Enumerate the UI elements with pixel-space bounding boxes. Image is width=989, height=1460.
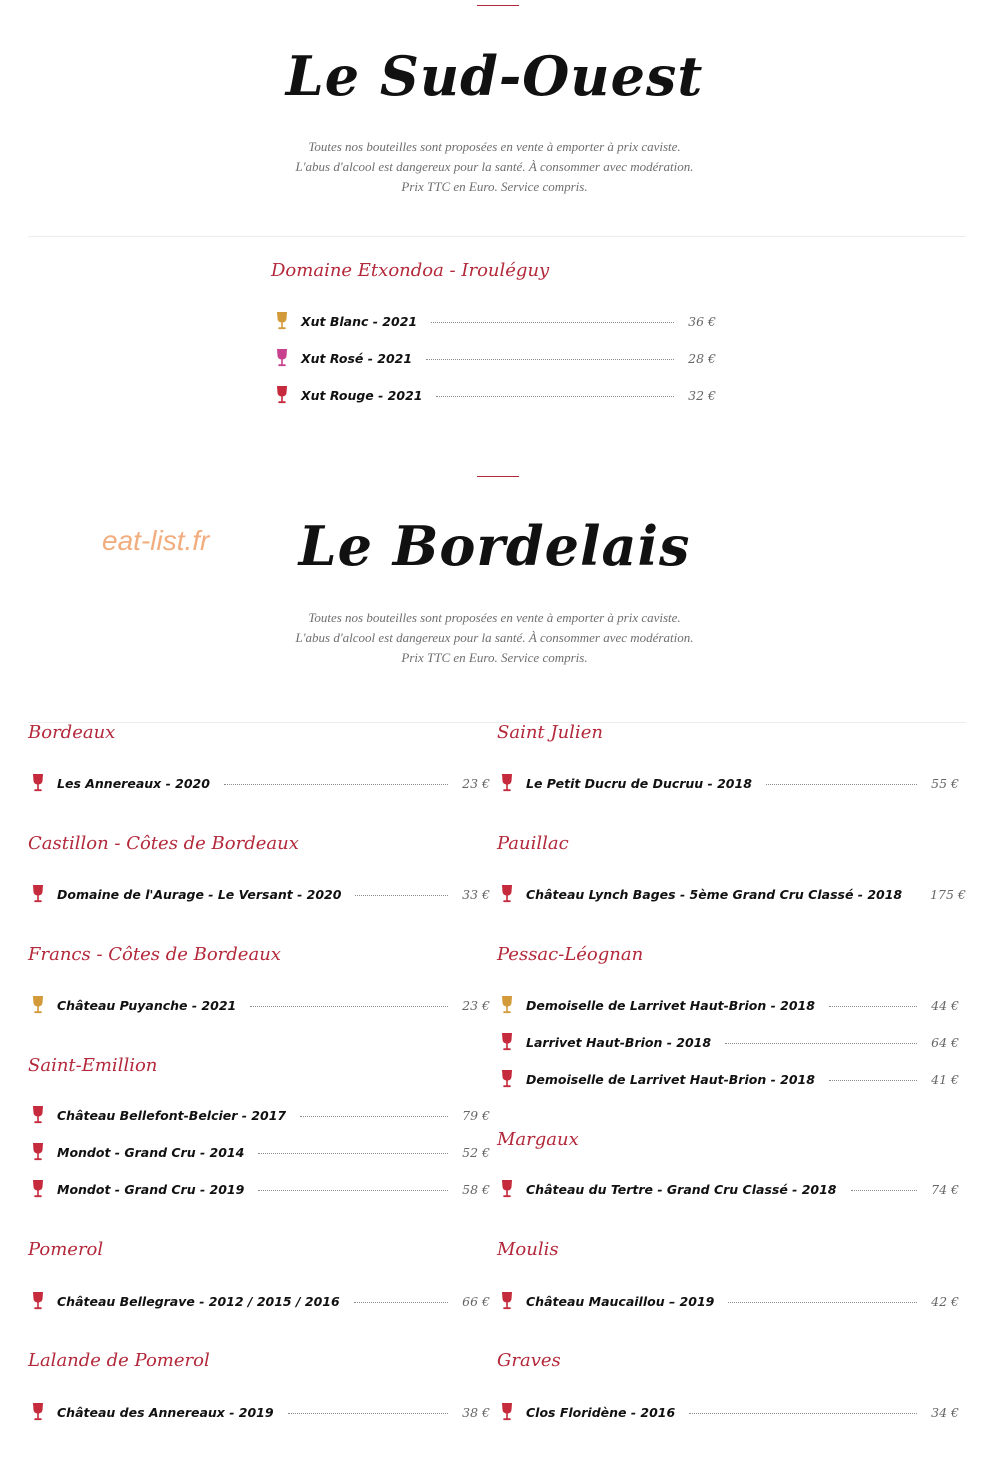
category-title: Saint-Emillion [28, 1055, 158, 1076]
item-name: Mondot - Grand Cru - 2014 [57, 1144, 245, 1160]
dot-leader [354, 1302, 448, 1303]
category-title: Moulis [497, 1239, 559, 1260]
dot-leader [829, 1006, 917, 1007]
dot-leader [258, 1153, 448, 1154]
item-name: Xut Blanc - 2021 [301, 313, 418, 329]
red-wine-glass-icon [500, 1179, 514, 1199]
item-name: Château du Tertre - Grand Cru Classé - 2018 [526, 1181, 837, 1197]
dot-leader [436, 396, 674, 397]
red-wine-glass-icon [500, 1032, 514, 1052]
item-price: 36 € [688, 313, 716, 329]
menu-item [500, 994, 959, 1016]
category-title: Pessac-Léognan [497, 944, 644, 965]
section-divider [477, 476, 519, 477]
section-divider [477, 5, 519, 6]
item-name: Château Puyanche - 2021 [57, 997, 237, 1013]
item-price: 42 € [931, 1293, 959, 1309]
menu-item [31, 772, 490, 794]
white-wine-glass-icon [275, 311, 289, 331]
category-title: Francs - Côtes de Bordeaux [28, 944, 281, 965]
item-price: 33 € [462, 886, 490, 902]
menu-item [275, 310, 716, 332]
red-wine-glass-icon [500, 884, 514, 904]
item-name: Domaine de l'Aurage - Le Versant - 2020 [57, 886, 342, 902]
item-name: Clos Floridène - 2016 [526, 1404, 676, 1420]
category-title: Saint Julien [497, 722, 603, 743]
red-wine-glass-icon [31, 1291, 45, 1311]
menu-item [275, 347, 716, 369]
note-line: L'abus d'alcool est dangereux pour la santé. À consommer avec modération. [295, 630, 694, 645]
menu-item [500, 1068, 959, 1090]
section-title-sud-ouest: Le Sud-Ouest [285, 44, 704, 108]
white-wine-glass-icon [500, 995, 514, 1015]
category-title: Graves [497, 1350, 561, 1371]
dot-leader [250, 1006, 448, 1007]
section-separator [28, 236, 966, 237]
category-title: Bordeaux [28, 722, 116, 743]
note-line: Prix TTC en Euro. Service compris. [401, 650, 588, 665]
item-price: 55 € [931, 775, 959, 791]
item-price: 23 € [462, 775, 490, 791]
dot-leader [224, 784, 448, 785]
menu-item [275, 384, 716, 406]
dot-leader [288, 1413, 449, 1414]
menu-item [500, 1401, 959, 1423]
item-name: Demoiselle de Larrivet Haut-Brion - 2018 [526, 997, 815, 1013]
section-title-bordelais: Le Bordelais [298, 514, 691, 578]
item-price: 175 € [930, 886, 966, 902]
note-line: Toutes nos bouteilles sont proposées en vente à emporter à prix caviste. [308, 610, 681, 625]
item-price: 64 € [931, 1034, 959, 1050]
dot-leader [431, 322, 674, 323]
menu-item [31, 1104, 490, 1126]
red-wine-glass-icon [275, 385, 289, 405]
item-price: 52 € [462, 1144, 490, 1160]
watermark: eat-list.fr [102, 525, 210, 556]
menu-item [500, 1031, 959, 1053]
category-title: Pauillac [497, 833, 569, 854]
category-title: Castillon - Côtes de Bordeaux [28, 833, 299, 854]
item-price: 79 € [462, 1107, 490, 1123]
menu-item [31, 1401, 490, 1423]
item-name: Xut Rosé - 2021 [301, 350, 413, 366]
red-wine-glass-icon [31, 1179, 45, 1199]
dot-leader [829, 1080, 917, 1081]
menu-item [31, 883, 490, 905]
item-name: Xut Rouge - 2021 [301, 387, 423, 403]
dot-leader [725, 1043, 917, 1044]
item-price: 38 € [462, 1404, 490, 1420]
category-title: Lalande de Pomerol [28, 1350, 210, 1371]
menu-item [500, 883, 966, 905]
note-line: L'abus d'alcool est dangereux pour la santé. À consommer avec modération. [295, 159, 694, 174]
item-name: Demoiselle de Larrivet Haut-Brion - 2018 [526, 1071, 815, 1087]
item-price: 74 € [931, 1181, 959, 1197]
item-price: 44 € [931, 997, 959, 1013]
menu-item [500, 772, 959, 794]
item-name: Les Annereaux - 2020 [57, 775, 210, 791]
item-name: Mondot - Grand Cru - 2019 [57, 1181, 245, 1197]
menu-item [31, 1178, 490, 1200]
category-title: Pomerol [28, 1239, 104, 1260]
dot-leader [851, 1190, 918, 1191]
item-price: 66 € [462, 1293, 490, 1309]
menu-item [500, 1290, 959, 1312]
dot-leader [300, 1116, 448, 1117]
item-name: Le Petit Ducru de Ducruu - 2018 [526, 775, 752, 791]
red-wine-glass-icon [500, 1402, 514, 1422]
dot-leader [258, 1190, 448, 1191]
category-title: Margaux [497, 1129, 579, 1150]
dot-leader [355, 895, 448, 896]
red-wine-glass-icon [31, 884, 45, 904]
red-wine-glass-icon [31, 1142, 45, 1162]
white-wine-glass-icon [31, 995, 45, 1015]
item-name: Château Bellefont-Belcier - 2017 [57, 1107, 287, 1123]
red-wine-glass-icon [500, 1069, 514, 1089]
dot-leader [426, 359, 674, 360]
section-note [0, 608, 989, 668]
item-price: 28 € [688, 350, 716, 366]
item-price: 34 € [931, 1404, 959, 1420]
red-wine-glass-icon [31, 1105, 45, 1125]
menu-item [500, 1178, 959, 1200]
dot-leader [728, 1302, 917, 1303]
item-name: Château Lynch Bages - 5ème Grand Cru Classé - 2018 [526, 886, 903, 902]
item-name: Larrivet Haut-Brion - 2018 [526, 1034, 712, 1050]
red-wine-glass-icon [31, 773, 45, 793]
menu-item [31, 1290, 490, 1312]
item-price: 58 € [462, 1181, 490, 1197]
dot-leader [766, 784, 917, 785]
item-price: 32 € [688, 387, 716, 403]
item-price: 23 € [462, 997, 490, 1013]
menu-item [31, 1141, 490, 1163]
red-wine-glass-icon [500, 1291, 514, 1311]
note-line: Prix TTC en Euro. Service compris. [401, 179, 588, 194]
rose-wine-glass-icon [275, 348, 289, 368]
note-line: Toutes nos bouteilles sont proposées en vente à emporter à prix caviste. [308, 139, 681, 154]
menu-item [31, 994, 490, 1016]
item-name: Château Bellegrave - 2012 / 2015 / 2016 [57, 1293, 340, 1309]
red-wine-glass-icon [500, 773, 514, 793]
item-name: Château des Annereaux - 2019 [57, 1404, 274, 1420]
item-name: Château Maucaillou – 2019 [526, 1293, 715, 1309]
section-note [0, 137, 989, 197]
dot-leader [689, 1413, 917, 1414]
category-title: Domaine Etxondoa - Irouléguy [271, 260, 550, 281]
item-price: 41 € [931, 1071, 959, 1087]
red-wine-glass-icon [31, 1402, 45, 1422]
